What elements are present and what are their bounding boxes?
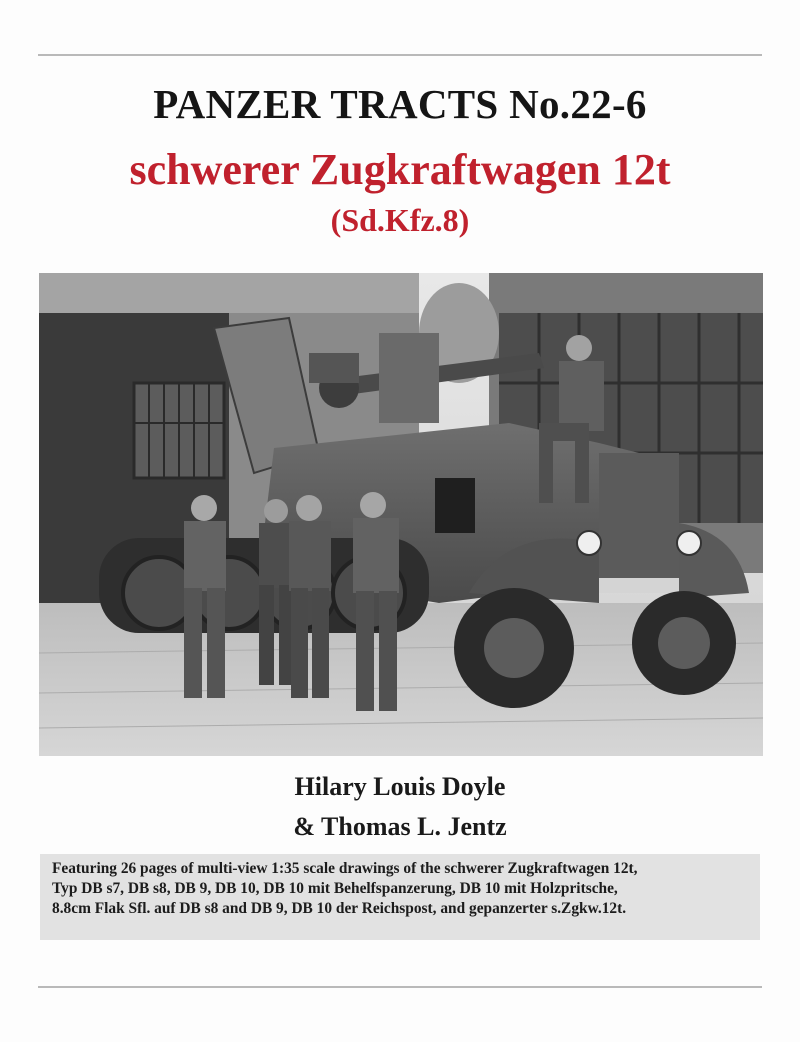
description-line: Typ DB s7, DB s8, DB 9, DB 10, DB 10 mit Behelfspanzerung, DB 10 mit Holzpritsche, [52, 880, 618, 897]
description-box [40, 854, 760, 940]
author-secondary: & Thomas L. Jentz [293, 812, 507, 841]
bottom-rule [38, 986, 762, 988]
series-title: PANZER TRACTS No.22-6 [153, 81, 647, 127]
cover-photo [39, 273, 763, 756]
book-title: schwerer Zugkraftwagen 12t [129, 145, 671, 194]
top-rule [38, 54, 762, 56]
description-line: 8.8cm Flak Sfl. auf DB s8 and DB 9, DB 10 der Reichspost, and gepanzerter s.Zgkw.12t. [52, 900, 627, 917]
book-subtitle: (Sd.Kfz.8) [330, 202, 470, 238]
description-line: Featuring 26 pages of multi-view 1:35 scale drawings of the schwerer Zugkraftwagen 12t, [52, 860, 638, 877]
author-primary: Hilary Louis Doyle [294, 772, 506, 801]
